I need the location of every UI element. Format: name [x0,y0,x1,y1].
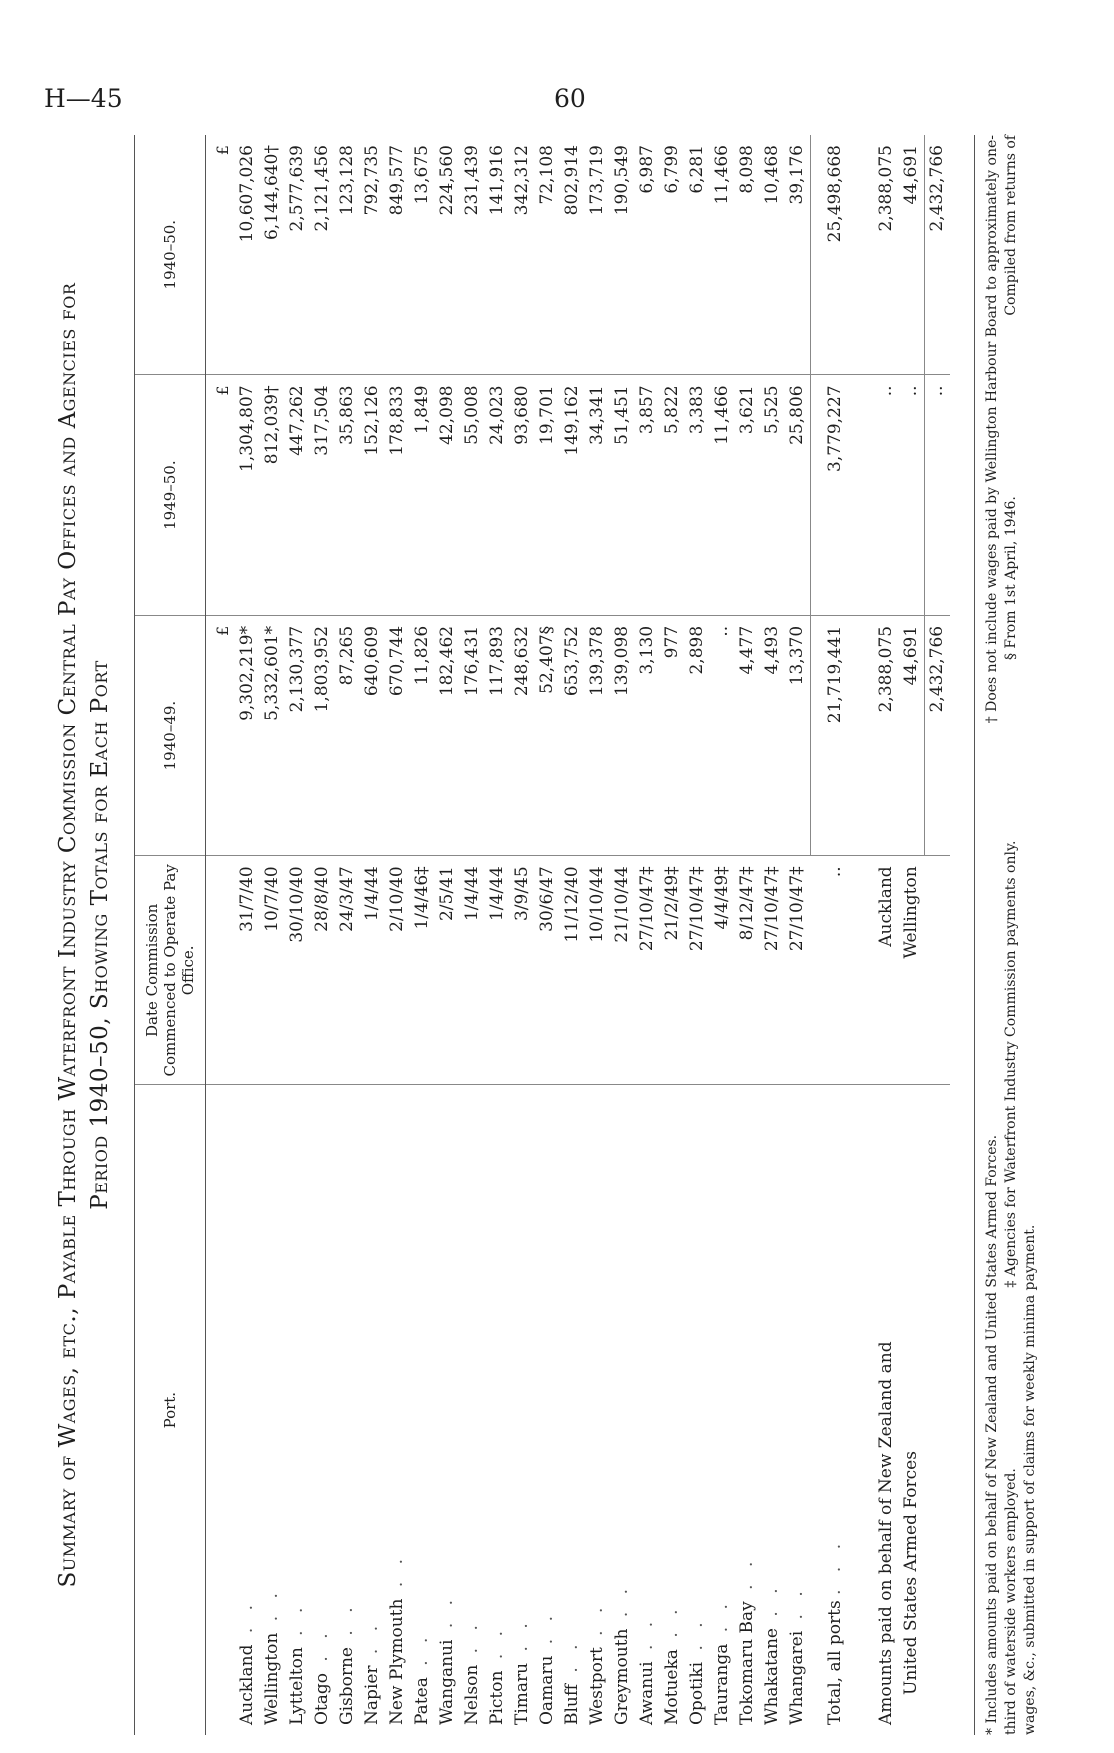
value-1940-50: 342,312 [510,135,535,375]
port-cell: Auckland . . [237,1598,257,1725]
value-1940-49: 2,898 [685,615,710,855]
value-1940-49: 117,893 [485,615,510,855]
col-1949-50-header: 1949–50. [135,375,206,615]
value-1949-50: 3,857 [635,375,660,615]
date-cell: 1/4/44 [360,856,385,1085]
forces-c2: .. [899,375,925,615]
table-row [585,135,610,1735]
value-1940-49: 653,752 [560,615,585,855]
value-1940-49: 3,130 [635,615,660,855]
port-name: Timaru [512,1662,532,1725]
value-1940-49: 176,431 [460,615,485,855]
value-1949-50: 1,849 [410,375,435,615]
value-1940-49: 640,609 [360,615,385,855]
port-cell: Gisborne . . [337,1601,357,1725]
table-row [735,135,760,1735]
forces-label-1: Amounts paid on behalf of New Zealand and [876,1341,896,1725]
value-1949-50: 5,822 [660,375,685,615]
table-row [360,135,385,1735]
port-name: Picton [487,1670,507,1725]
table-row [685,135,710,1735]
value-1940-50: 10,468 [760,135,785,375]
value-1949-50: 317,504 [310,375,335,615]
port-cell: Tokomaru Bay . . [737,1555,757,1725]
value-1940-49: 2,130,377 [285,615,310,855]
forces-c3: 2,388,075 [874,135,899,375]
header-row [135,135,206,1735]
port-cell: Oamaru . . [537,1609,557,1725]
forces-sum-c1: 2,432,766 [925,615,951,855]
footnote-compiled: Compiled from returns of [1003,135,1019,316]
table-row [510,135,535,1735]
table-row [485,135,510,1735]
value-1940-49: .. [710,615,735,855]
value-1940-50: 173,719 [585,135,610,375]
table-row [385,135,410,1735]
value-1940-50: 6,281 [685,135,710,375]
date-cell: 1/4/44 [460,856,485,1085]
date-cell: 28/8/40 [310,856,335,1085]
forces-sum-c3: 2,432,766 [925,135,951,375]
value-1940-50: 231,439 [460,135,485,375]
value-1940-49: 87,265 [335,615,360,855]
forces-c2: .. [874,375,899,615]
value-1940-50: 849,577 [385,135,410,375]
port-name: Whangarei [787,1630,808,1725]
date-cell: 1/4/44 [485,856,510,1085]
running-head [36,84,1076,114]
value-1940-50: 802,914 [560,135,585,375]
port-name: Whakatane [762,1628,782,1725]
port-name: Lyttelton [287,1647,307,1725]
forces-c1: 44,691 [899,615,925,855]
value-1949-50: 35,863 [335,375,360,615]
port-cell: Patea . . [412,1631,432,1725]
value-1940-49: 182,462 [435,615,460,855]
footnote-dagger: † Does not include wages paid by Wellington Harbour Board to approximately one- [984,135,1000,724]
footnote-double-dagger: ‡ Agencies for Waterfront Industry Commission payments only. [1003,840,1019,1288]
value-1940-50: 8,098 [735,135,760,375]
port-cell: Westport . . [587,1601,607,1725]
total-date: .. [811,856,855,1085]
value-1940-50: 6,799 [660,135,685,375]
table-row [460,135,485,1735]
table-body [206,135,811,1735]
table-row [660,135,685,1735]
forces-label-2: United States Armed Forces [901,1451,922,1695]
port-name: Tokomaru Bay [737,1601,757,1725]
value-1949-50: 55,008 [460,375,485,615]
page-reference: H—45 [44,84,123,113]
rotated-table-block [40,135,1038,1735]
date-cell: 21/10/44 [610,856,635,1085]
port-name: Opotiki [687,1661,707,1725]
footnote-star: * Includes amounts paid on behalf of New Zealand and United States Armed Forces. [984,1134,1000,1735]
port-name: Awanui [637,1661,657,1725]
table-row [410,135,435,1735]
value-1949-50: 812,039† [260,375,285,615]
port-cell: Bluff . . [562,1638,582,1725]
date-cell: 4/4/49‡ [710,856,735,1085]
total-1940-50: 25,498,668 [811,135,855,375]
value-1949-50: 93,680 [510,375,535,615]
value-1940-50: 6,987 [635,135,660,375]
totals-body [811,135,951,1735]
value-1940-49: 1,803,952 [310,615,335,855]
date-cell: 3/9/45 [510,856,535,1085]
value-1940-49: 139,378 [585,615,610,855]
port-name: Oamaru [537,1655,557,1725]
table-row [560,135,585,1735]
forces-row-auckland [874,135,899,1735]
date-cell: 30/6/47 [535,856,560,1085]
port-cell: Wellington . . [262,1587,282,1725]
port-cell: Greymouth . . [612,1582,632,1725]
value-1949-50: 51,451 [610,375,635,615]
port-cell: Awanui . . [637,1615,657,1725]
port-cell: Otago . . [312,1627,332,1725]
port-name: Westport [587,1647,607,1725]
port-cell: Wanganui . . [437,1593,457,1725]
value-1949-50: 3,383 [685,375,710,615]
date-cell: 11/12/40 [560,856,585,1085]
unit-symbol: £ [206,615,236,855]
unit-symbol: £ [206,375,236,615]
value-1949-50: 447,262 [285,375,310,615]
port-name: Auckland [237,1644,257,1725]
value-1940-49: 9,302,219* [235,615,260,855]
value-1940-49: 52,407§ [535,615,560,855]
port-cell: Whakatane . . [762,1582,782,1725]
date-cell: 8/12/47‡ [735,856,760,1085]
port-name: Wanganui [437,1639,457,1725]
table-title [52,135,116,1735]
port-name: Patea [412,1677,432,1725]
port-cell: Whangarei . . [787,1585,808,1725]
wages-summary-table [134,135,950,1735]
port-name: New Plymouth [387,1598,407,1725]
table-row [710,135,735,1735]
value-1940-50: 10,607,026 [235,135,260,375]
table-row [260,135,285,1735]
unit-row [206,135,236,1735]
value-1940-50: 792,735 [360,135,385,375]
value-1940-50: 6,144,640† [260,135,285,375]
port-cell: Nelson . . [462,1619,482,1725]
value-1940-50: 2,577,639 [285,135,310,375]
value-1949-50: 5,525 [760,375,785,615]
port-cell: Timaru . . [512,1617,532,1725]
table-row [285,135,310,1735]
date-cell: 27/10/47‡ [685,856,710,1085]
footnote-line-3: wages, &c., submitted in support of claims for weekly minima payment. [1022,1224,1038,1735]
value-1940-49: 4,493 [760,615,785,855]
footnote-section: § From 1st April, 1946. [1003,496,1019,661]
port-name: Greymouth [612,1628,632,1725]
date-cell: 21/2/49‡ [660,856,685,1085]
port-name: Wellington [262,1632,282,1725]
value-1949-50: 19,701 [535,375,560,615]
date-cell: 24/3/47 [335,856,360,1085]
value-1949-50: 11,466 [710,375,735,615]
forces-place: Auckland [874,856,899,1085]
total-row: Total, all ports . . . .. 21,719,441 3,779,227 25,498,668 [811,135,855,1735]
value-1940-50: 224,560 [435,135,460,375]
table-row [310,135,335,1735]
value-1940-49: 4,477 [735,615,760,855]
table-row [610,135,635,1735]
page-number: 60 [554,84,586,113]
unit-symbol: £ [206,135,236,375]
value-1949-50: 1,304,807 [235,375,260,615]
port-name: Napier [362,1665,382,1725]
port-cell: Tauranga . . [712,1598,732,1725]
value-1940-50: 123,128 [335,135,360,375]
forces-c1: 2,388,075 [874,615,899,855]
table-row [435,135,460,1735]
value-1949-50: 178,833 [385,375,410,615]
port-cell: Picton . . [487,1624,507,1725]
date-cell: 10/10/44 [585,856,610,1085]
forces-place: Wellington [899,856,925,1085]
value-1949-50: 25,806 [785,375,811,615]
value-1940-50: 39,176 [785,135,811,375]
value-1940-50: 13,675 [410,135,435,375]
total-1949-50: 3,779,227 [811,375,855,615]
value-1940-50: 141,916 [485,135,510,375]
forces-sum-row [925,135,951,1735]
value-1949-50: 3,621 [735,375,760,615]
value-1949-50: 24,023 [485,375,510,615]
value-1940-50: 11,466 [710,135,735,375]
title-line-1: Summary of Wages, etc., Payable Through Waterfront Industry Commission Central Pay Offices and Agencies for [55,282,81,1588]
value-1949-50: 152,126 [360,375,385,615]
port-cell: Lyttelton . . [287,1601,307,1725]
value-1940-49: 13,370 [785,615,811,855]
total-label: Total, all ports [824,1600,845,1725]
col-1940-49-header: 1940–49. [135,615,206,855]
port-name: Tauranga [712,1643,732,1725]
col-port-header: Port. [135,1085,206,1735]
value-1949-50: 42,098 [435,375,460,615]
forces-row-wellington [899,135,925,1735]
value-1949-50: 34,341 [585,375,610,615]
total-1940-49: 21,719,441 [811,615,855,855]
value-1940-50: 2,121,456 [310,135,335,375]
date-cell: 2/5/41 [435,856,460,1085]
port-cell: New Plymouth . . [387,1552,407,1725]
port-name: Nelson [462,1664,482,1725]
port-name: Bluff [562,1684,582,1725]
footnotes [974,135,1040,1735]
col-date-header: Date Commission Commenced to Operate Pay Office. [135,856,206,1085]
footnote-line-2a: third of waterside workers employed. [1003,1468,1019,1735]
port-cell: Opotiki . . [687,1616,707,1725]
date-cell: 27/10/47‡ [760,856,785,1085]
value-1940-49: 139,098 [610,615,635,855]
table-row [785,135,811,1735]
date-cell: 1/4/46‡ [410,856,435,1085]
table-row [235,135,260,1735]
value-1940-49: 248,632 [510,615,535,855]
date-cell: 31/7/40 [235,856,260,1085]
forces-sum-c2: .. [925,375,951,615]
forces-c3: 44,691 [899,135,925,375]
date-cell: 10/7/40 [260,856,285,1085]
value-1940-49: 977 [660,615,685,855]
date-cell: 27/10/47‡ [785,856,811,1085]
date-cell: 2/10/40 [385,856,410,1085]
date-cell: 30/10/40 [285,856,310,1085]
value-1949-50: 149,162 [560,375,585,615]
port-name: Motueka [662,1649,682,1725]
date-cell: 27/10/47‡ [635,856,660,1085]
table-row [760,135,785,1735]
table-row [535,135,560,1735]
value-1940-49: 5,332,601* [260,615,285,855]
table-row [335,135,360,1735]
port-cell: Napier . . [362,1619,382,1725]
value-1940-49: 670,744 [385,615,410,855]
col-1940-50-header: 1940–50. [135,135,206,375]
table-row [635,135,660,1735]
title-line-2: Period 1940–50, Showing Totals for Each Port [87,660,113,1210]
value-1940-50: 190,549 [610,135,635,375]
port-name: Otago [312,1672,332,1725]
port-name: Gisborne [337,1647,357,1725]
port-cell: Motueka . . [662,1603,682,1725]
value-1940-49: 11,826 [410,615,435,855]
value-1940-50: 72,108 [535,135,560,375]
